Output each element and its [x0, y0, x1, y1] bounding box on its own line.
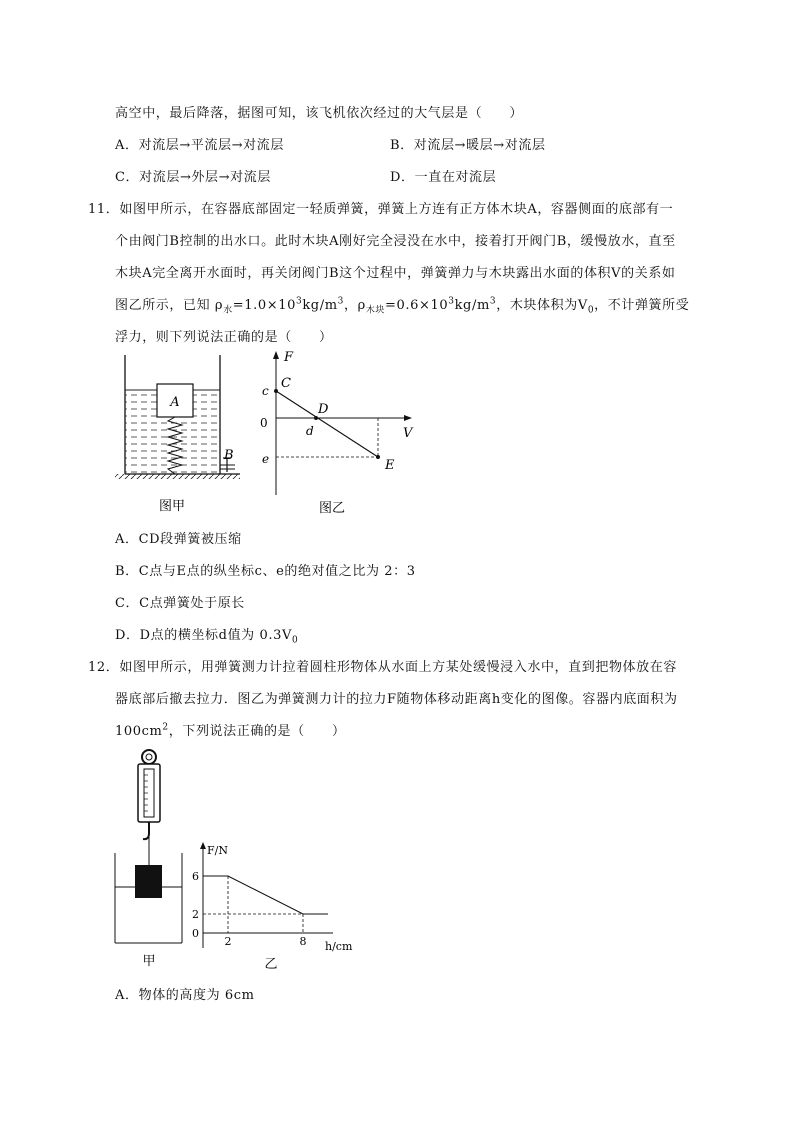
x-tick-label-8: 8 [299, 935, 307, 948]
q11-option-b[interactable]: B．C点与E点的纵坐标c、e的绝对值之比为 2：3 [115, 564, 416, 579]
label-d-upper: D [318, 402, 329, 417]
q11-line-5: 浮力，则下列说法正确的是（ ） [115, 330, 333, 345]
q11-option-d[interactable] [115, 624, 298, 646]
q10-option-b[interactable]: B．对流层→暖层→对流层 [390, 138, 546, 153]
rho-wood-exp: 3 [448, 296, 455, 307]
rho-wood-unit: kg/m [454, 298, 490, 313]
chart-ylabel: F/N [207, 844, 228, 857]
q10-option-c[interactable]: C．对流层→外层→对流层 [115, 170, 271, 185]
q11-figure-yi [250, 345, 430, 520]
label-e-lower: e [262, 452, 270, 466]
q12-number: 12． [88, 660, 120, 675]
volume-text: 木块体积为V [509, 298, 588, 313]
rho-water-exp: 3 [296, 296, 303, 307]
rho-water-unit-exp: 3 [337, 296, 344, 307]
q12-line-3 [115, 720, 346, 739]
q12-stem-3: ，下列说法正确的是（ ） [168, 724, 346, 739]
rho-wood-label: ρ [357, 298, 366, 313]
point-c [274, 389, 278, 393]
volume-sub: 0 [587, 305, 595, 316]
f-axis-label: F [284, 350, 294, 365]
scale-ring [142, 750, 156, 764]
rho-water-value: =1.0×10 [232, 298, 296, 313]
q10-text-tail: 高空中，最后降落，据图可知，该飞机依次经过的大气层是（ ） [115, 106, 524, 121]
q11-number: 11． [88, 202, 120, 217]
chart-y-arrow [200, 842, 206, 849]
q11-option-a[interactable]: A．CD段弹簧被压缩 [115, 532, 242, 547]
q10-option-d[interactable]: D．一直在对流层 [390, 170, 497, 185]
fig-yi-caption: 图乙 [318, 501, 346, 516]
q11-line4-post: ，不计弹簧所受 [594, 298, 690, 313]
f-axis-arrow [273, 351, 279, 359]
label-e-upper: E [385, 458, 395, 473]
q11-option-d-sub: 0 [291, 635, 299, 646]
q11-figure-jia [110, 350, 250, 520]
chart-xlabel: h/cm [325, 940, 353, 953]
q11-stem-1: 如图甲所示，在容器底部固定一轻质弹簧，弹簧上方连有正方体木块A，容器侧面的底部有一 [119, 202, 674, 217]
q11-line4-pre: 图乙所示，已知 ρ [115, 298, 224, 313]
q12-option-a[interactable]: A．物体的高度为 6cm [115, 988, 255, 1003]
fig-jia-caption: 图甲 [158, 499, 186, 514]
q11-option-d-text: D．D点的横坐标d值为 0.3V [115, 628, 292, 643]
y-tick-label-6: 6 [192, 870, 199, 883]
v-axis-arrow [404, 415, 412, 421]
scale-ring-inner [146, 754, 152, 760]
q12-fig-jia-caption: 甲 [142, 954, 156, 969]
label-c-lower: c [262, 384, 269, 398]
q10-option-a[interactable]: A．对流层→平流层→对流层 [115, 138, 284, 153]
x-tick-label-2: 2 [224, 935, 232, 948]
ground-hatch [115, 474, 240, 479]
rho-wood-sub: 木块 [365, 305, 386, 316]
origin-label: 0 [260, 416, 268, 430]
q12-area-exp: 2 [162, 722, 169, 733]
q12-area-value: 100cm [115, 724, 163, 739]
block-a-label: A [170, 395, 180, 410]
v-axis-label: V [403, 426, 413, 441]
rho-water-sub: 水 [223, 305, 233, 316]
q12-stem-1: 如图甲所示，用弹簧测力计拉着圆柱形物体从水面上方某处缓慢浸入水中，直到把物体放在容 [119, 660, 677, 675]
q11-line-1 [88, 198, 673, 217]
rho-wood-value: =0.6×10 [385, 298, 449, 313]
series-line [203, 876, 328, 914]
valve-b-label: B [224, 448, 234, 463]
scale-hook [143, 829, 149, 839]
chart-caption: 乙 [264, 957, 278, 972]
label-d-lower: d [306, 424, 314, 438]
q11-line-2: 个由阀门B控制的出水口。此时木块A刚好完全浸没在水中，接着打开阀门B，缓慢放水，直至 [115, 234, 676, 249]
y-tick-label-0: 0 [192, 927, 199, 940]
q11-line-3: 木块A完全离开水面时，再关闭阀门B这个过程中，弹簧弹力与木块露出水面的体积V的关系如 [115, 266, 676, 281]
label-c-upper: C [281, 376, 291, 391]
q12-line-2: 器底部后撤去拉力．图乙为弹簧测力计的拉力F随物体移动距离h变化的图像。容器内底面积为 [115, 692, 678, 707]
cylinder-object [135, 865, 162, 898]
q12-chart [185, 838, 360, 973]
q11-option-c[interactable]: C．C点弹簧处于原长 [115, 596, 245, 611]
q11-line-4: 图乙所示，已知 $\rho_水=1.0\times 10^3kg/m^3$，$\rho_{木块}=0.6\times 10^3kg/m^3$，木块体积为$V_0$，不计弹簧所受 [115, 296, 690, 316]
rho-water-unit: kg/m [302, 298, 338, 313]
q12-line-1 [88, 656, 677, 675]
fv-line [276, 391, 378, 457]
y-tick-label-2: 2 [192, 908, 199, 921]
rho-wood-unit-exp: 3 [489, 296, 497, 307]
